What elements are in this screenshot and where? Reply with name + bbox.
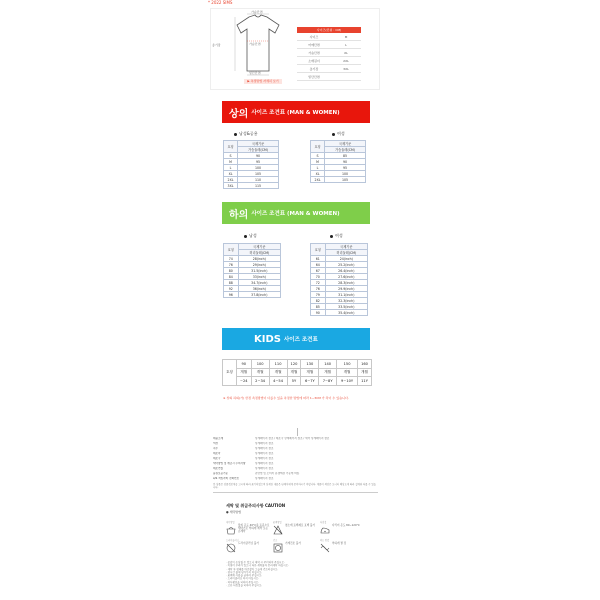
info-row	[213, 441, 378, 446]
info-divider	[213, 492, 378, 493]
info-notice: 본 상품은 상품정보제공 고시에 따라 표기하였으며 상세한 내용은 판매자에게 문의하시기 바랍니다. 제품의 색상은 모니터 해상도에 따라 실제와 다를 수 있습니다.	[213, 483, 376, 489]
size-cell: 88	[224, 280, 239, 286]
measure-row-label: 가슴단면	[308, 50, 320, 55]
size-table-header-cell: 호칭	[311, 141, 325, 153]
measure-cell: 32.3(inch)	[325, 298, 367, 304]
bullet-icon	[332, 133, 335, 136]
care-item	[273, 539, 317, 554]
bottom-left-label	[244, 233, 257, 239]
kids-cell: 9~10Y	[337, 377, 358, 386]
care-item-label: 다림질	[320, 521, 327, 524]
care-item-label: 표백방법	[273, 521, 282, 524]
measure-cell: 95	[238, 159, 279, 165]
info-value: 관련법 및 소비자 분쟁해결 기준에 따름	[255, 471, 300, 475]
size-cell: 85	[311, 304, 326, 310]
measure-row-value: XL	[344, 50, 348, 55]
kids-cell: 90	[236, 360, 251, 369]
info-row	[213, 471, 378, 476]
kids-banner-subtitle: 사이즈 조견표	[283, 337, 318, 343]
table-row	[223, 377, 372, 386]
care-item	[320, 521, 364, 536]
measure-cell: 105	[325, 177, 366, 183]
size-table-header-cell: 허리둘레(CM)	[325, 250, 367, 256]
size-cell: S	[224, 153, 238, 159]
kids-size-table	[222, 359, 372, 386]
hand-wash-icon	[226, 525, 236, 535]
measure-method-button[interactable]: ▶ 측정방법 자세히 보기	[244, 79, 282, 84]
side-measure-label: 총기장	[212, 43, 221, 47]
care-note: · 장시간 물에 담가두지 마십시오.	[226, 570, 263, 574]
wring-icon	[320, 543, 330, 553]
size-cell: XL	[224, 171, 238, 177]
care-subtitle: ● 세탁방법	[226, 510, 242, 514]
size-cell: 3XL	[224, 183, 238, 189]
table-row	[224, 183, 279, 189]
middle-measure-label: 가슴단면	[249, 42, 261, 46]
top-note: * 2022 SIMS	[208, 0, 233, 5]
care-item-text: 약하게 짤 것	[332, 542, 347, 545]
info-value: 상세페이지 참조 / 제조국 상세페이지 참조 / 세탁 상세페이지 참조	[255, 436, 330, 440]
size-cell: 76	[311, 286, 326, 292]
size-cell: 84	[224, 274, 239, 280]
bottom-size-banner	[222, 202, 370, 224]
measure-cell: 36(inch)	[238, 286, 280, 292]
measure-cell: 100	[238, 165, 279, 171]
bottom-right-label-text: 여성	[335, 233, 343, 238]
kids-cell: 개월	[287, 368, 301, 377]
measure-cell: 27.6(inch)	[325, 274, 367, 280]
care-item	[320, 539, 364, 554]
top-right-label	[332, 131, 345, 137]
kids-cell: 4~54	[269, 377, 287, 386]
measure-cell: 31.1(inch)	[325, 292, 367, 298]
kids-cell: 100	[251, 360, 269, 369]
product-info-table	[213, 436, 378, 489]
measure-table-body	[297, 33, 361, 81]
kids-cell: 개월	[319, 368, 337, 377]
kids-cell: 개월	[269, 368, 287, 377]
size-cell: L	[224, 165, 238, 171]
info-key: 품질보증기준	[213, 471, 229, 475]
size-cell: 96	[224, 292, 239, 298]
bleach-icon	[273, 525, 283, 535]
info-value: 상세페이지 참조	[255, 451, 274, 455]
table-row	[223, 360, 372, 369]
size-cell: 2XL	[311, 177, 325, 183]
info-key: 색상	[213, 441, 219, 445]
care-notes	[226, 561, 376, 587]
care-note: · 드라이클리닝 하지 마십시오.	[226, 577, 259, 581]
section-divider	[297, 428, 298, 436]
measure-cell: 28.3(inch)	[325, 280, 367, 286]
bottom-banner-subtitle: 사이즈 조견표 (MAN & WOMEN)	[251, 211, 340, 217]
care-item-label: 드라이클리닝	[226, 539, 239, 542]
info-key: A/S 책임자와 전화번호	[213, 476, 239, 480]
kids-cell: 개월	[301, 368, 319, 377]
care-item-label: 짜는 방법	[320, 539, 330, 542]
care-item-text: 염소계 표백제로 표백 불가	[285, 524, 316, 527]
measure-table	[297, 27, 361, 81]
size-cell: 70	[311, 274, 326, 280]
info-row	[213, 451, 378, 456]
measure-row-label: 어깨단면	[308, 42, 320, 47]
info-key: 제조자	[213, 451, 221, 455]
measure-row	[297, 49, 361, 57]
dry-clean-icon	[226, 543, 236, 553]
size-table-header-cell: 가슴둘레(CM)	[325, 147, 366, 153]
size-table-header-cell: 호칭	[224, 244, 239, 256]
info-key: 치수	[213, 446, 219, 450]
bullet-icon	[330, 235, 333, 238]
kids-cell: 110	[269, 360, 287, 369]
size-table-header-cell: 국제기준	[325, 141, 366, 147]
kids-cell: 11Y	[358, 377, 372, 386]
size-cell: 64	[311, 262, 326, 268]
size-table-header-cell: 국제기준	[238, 244, 280, 250]
measure-row	[297, 57, 361, 65]
measure-cell: 34.7(inch)	[238, 280, 280, 286]
top-left-label	[234, 131, 258, 137]
size-footnote: ※ 상의 하의(가) 한정 측정방법이 다를수 있을 측정한 방법에 따라 1~3CM 가 차이 수 있습니다.	[223, 396, 349, 400]
top-women-size-table	[310, 140, 366, 183]
measure-cell: 35.4(inch)	[325, 310, 367, 316]
measure-cell: 29.9(inch)	[325, 286, 367, 292]
kids-cell: 개월	[358, 368, 372, 377]
info-value: 상세페이지 참조	[255, 461, 274, 465]
bottom-right-label	[330, 233, 343, 239]
measure-cell: 90	[325, 159, 366, 165]
measure-cell: 25.2(inch)	[325, 262, 367, 268]
size-table-header-cell: 호칭	[311, 244, 326, 256]
measure-row-label: 밑단단면	[308, 74, 320, 79]
care-note: · 직사광선을 피하여 주십시오.	[226, 580, 259, 584]
measure-cell: 26.4(inch)	[325, 268, 367, 274]
kids-cell: 개월	[251, 368, 269, 377]
table-row	[311, 177, 366, 183]
size-cell: S	[311, 153, 325, 159]
bullet-icon	[244, 235, 247, 238]
bottom-men-size-table	[223, 243, 281, 298]
measure-cell: 31.5(inch)	[238, 268, 280, 274]
size-cell: M	[224, 159, 238, 165]
top-banner-subtitle: 사이즈 조견표 (MAN & WOMEN)	[251, 110, 340, 116]
info-row	[213, 446, 378, 451]
size-cell: XL	[311, 171, 325, 177]
info-key: 제품소재	[213, 436, 224, 440]
kids-row-label: 호칭	[223, 360, 237, 386]
measure-cell: 33(inch)	[238, 274, 280, 280]
care-note: · 이염의 우려가 있으니 다른 세탁물과 분리세탁 하십시오.	[226, 564, 289, 568]
kids-cell: 150	[337, 360, 358, 369]
measure-row-label: 총기장	[309, 66, 319, 71]
care-item-label: 건조	[273, 539, 278, 542]
care-item	[226, 521, 270, 536]
info-row	[213, 456, 378, 461]
kids-cell: 6~7Y	[301, 377, 319, 386]
size-cell: M	[311, 159, 325, 165]
bottom-women-size-table	[310, 243, 368, 316]
care-item-text: 드라이클리닝 불가	[238, 542, 259, 545]
care-note: · 표백제 사용을 금하여 주십시오.	[226, 574, 263, 578]
size-table-header-cell: 가슴둘레(CM)	[238, 147, 279, 153]
measure-cell: 85	[325, 153, 366, 159]
info-value: 상세페이지 참조	[255, 441, 274, 445]
measure-cell: 29(inch)	[238, 262, 280, 268]
size-table-header-cell: 허리둘레(CM)	[238, 250, 280, 256]
measure-row	[297, 65, 361, 73]
table-row	[224, 292, 281, 298]
kids-cell: 7~8Y	[319, 377, 337, 386]
measure-row	[297, 33, 361, 41]
measure-row	[297, 41, 361, 49]
size-cell: 79	[311, 292, 326, 298]
care-note: · 고온 다림질을 피하여 주십시오.	[226, 584, 263, 588]
kids-cell: 160	[358, 360, 372, 369]
top-right-label-text: 여성	[337, 131, 345, 136]
info-key: 제조연월	[213, 466, 224, 470]
size-cell: 80	[224, 268, 239, 274]
measure-cell: 28(inch)	[238, 256, 280, 262]
info-value: 상세페이지 참조	[255, 456, 274, 460]
size-cell: L	[311, 165, 325, 171]
info-row	[213, 436, 378, 441]
measure-row-label: 소매길이	[308, 58, 320, 63]
top-banner-title: 상의	[229, 108, 249, 120]
care-note: · 옷감이 손상될 수 있으니 세탁 시 주의하여 주십시오.	[226, 561, 285, 564]
measure-row	[297, 73, 361, 81]
measure-cell: 110	[238, 177, 279, 183]
measure-cell: 33.5(inch)	[325, 304, 367, 310]
measure-cell: 37.8(inch)	[238, 292, 280, 298]
kids-cell: 개월	[236, 368, 251, 377]
measure-table-header: 사이즈(단위 : CM)	[297, 27, 361, 33]
care-item-text: 물의 온도 40°C를 표준으로 세탁기로 약하게 세탁 또는 손세탁	[238, 524, 270, 533]
size-cell: 90	[311, 310, 326, 316]
info-key: 제조국	[213, 456, 221, 460]
measure-row-label: 사이즈	[309, 34, 319, 39]
kids-cell: 130	[301, 360, 319, 369]
care-icon-grid	[226, 520, 366, 560]
measure-row-value: 2XL	[343, 58, 349, 63]
measure-row-value: 3XL	[343, 66, 349, 71]
info-value: 상세페이지 참조	[255, 466, 274, 470]
size-cell: 61	[311, 256, 326, 262]
size-table-header-cell: 국제기준	[325, 244, 367, 250]
care-item-text: 다리미 온도 80~120°C	[332, 524, 360, 527]
kids-cell: 5Y	[287, 377, 301, 386]
size-cell: 67	[311, 268, 326, 274]
size-table-header-cell: 호칭	[224, 141, 238, 153]
top-left-label-text: 남성&공용	[239, 131, 258, 136]
care-item-text: 기계건조 불가	[285, 542, 301, 545]
info-value: 상세페이지 참조	[255, 446, 274, 450]
iron-icon	[320, 525, 330, 535]
care-item	[273, 521, 317, 536]
info-value: 상세페이지 참조	[255, 476, 274, 480]
measure-cell: 90	[238, 153, 279, 159]
top-size-banner	[222, 101, 370, 123]
measure-cell: 95	[325, 165, 366, 171]
size-cell: 82	[311, 298, 326, 304]
kids-cell: ~24	[236, 377, 251, 386]
kids-cell: 120	[287, 360, 301, 369]
info-row	[213, 461, 378, 466]
info-row	[213, 476, 378, 481]
size-cell: 2XL	[224, 177, 238, 183]
bottom-measure-label: 밑단단면	[249, 71, 261, 75]
measure-cell: 24(inch)	[325, 256, 367, 262]
measure-cell: 115	[238, 183, 279, 189]
top-men-size-table	[223, 140, 279, 189]
measure-cell: 100	[325, 171, 366, 177]
size-cell: 76	[224, 262, 239, 268]
size-cell: 74	[224, 256, 239, 262]
care-title: 세탁 및 취급주의사항 CAUTION	[226, 503, 286, 508]
info-key: 세탁방법 및 취급시 주의사항	[213, 461, 246, 465]
size-cell: 92	[224, 286, 239, 292]
bottom-left-label-text: 남성	[249, 233, 257, 238]
info-row	[213, 466, 378, 471]
bullet-icon	[234, 133, 237, 136]
measure-row-value: L	[345, 42, 347, 47]
size-table-header-cell: 국제기준	[238, 141, 279, 147]
care-item-label: 세탁방법	[226, 521, 235, 524]
top-measure-label: 가슴단면	[251, 10, 263, 14]
kids-cell: 2~34	[251, 377, 269, 386]
table-row	[311, 310, 368, 316]
measurement-panel	[210, 8, 380, 90]
kids-cell: 140	[319, 360, 337, 369]
care-note: · 세탁 후 형태를 바로잡아 그늘에 건조하십시오.	[226, 567, 279, 571]
kids-cell: 개월	[337, 368, 358, 377]
size-cell: 72	[311, 280, 326, 286]
care-item	[226, 539, 270, 554]
kids-size-banner	[222, 328, 370, 350]
bottom-banner-title: 하의	[229, 209, 249, 221]
measure-row-value: M	[344, 34, 348, 39]
kids-banner-title: KIDS	[254, 333, 281, 345]
table-row	[223, 368, 372, 377]
tumble-dry-icon	[273, 543, 283, 553]
measure-cell: 105	[238, 171, 279, 177]
